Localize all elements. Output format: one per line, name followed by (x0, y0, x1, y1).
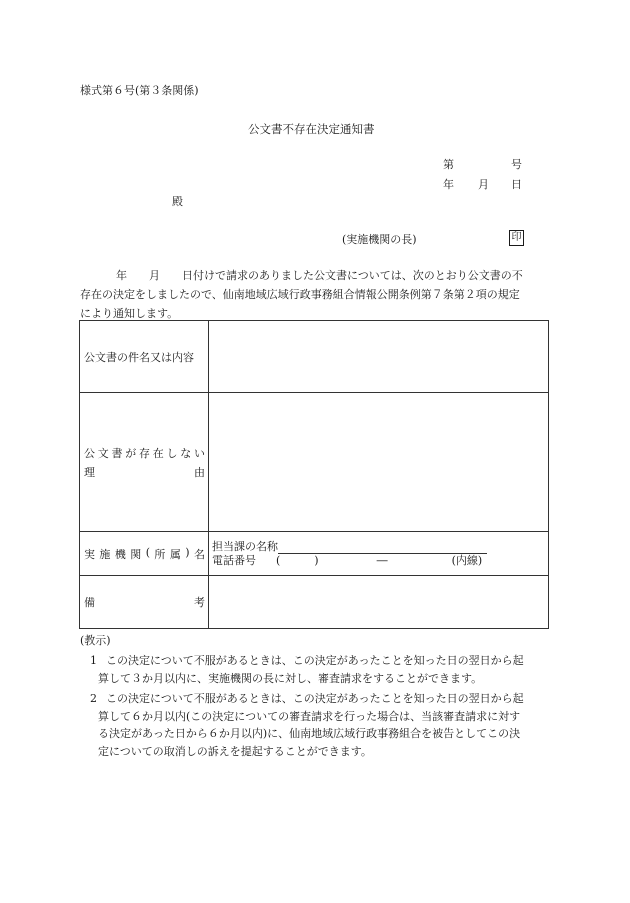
intro-year-label: 年 (116, 269, 127, 282)
label-char: 考 (194, 596, 205, 609)
label-char: 機 (114, 547, 126, 561)
document-number-suffix: 号 (511, 158, 522, 171)
label-char: な (180, 446, 192, 460)
instruction-item (80, 690, 550, 760)
intro-line-3: により通知します。 (80, 307, 179, 320)
remarks-label-chars (84, 594, 205, 610)
nonexistence-reason-value[interactable] (209, 393, 549, 532)
reason-label-line-1 (84, 445, 205, 461)
section-name-field[interactable] (278, 541, 487, 554)
phone-line (212, 554, 548, 568)
table-row-document-subject (80, 321, 549, 393)
form-number: 様式第６号(第３条関係) (80, 84, 199, 97)
agency-contact-cell (209, 532, 549, 576)
label-char: 備 (84, 596, 95, 609)
remarks-value[interactable] (209, 576, 549, 629)
instruction-line: 算して６か月以内(この決定についての審査請求を行った場合は、当該審査請求に対す (98, 709, 521, 723)
addressee-honorific: 殿 (172, 195, 183, 208)
agency-head-label: (実施機関の長) (342, 233, 417, 246)
instruction-number: 1 (90, 654, 97, 667)
label-char: 所 (154, 547, 166, 561)
nonexistence-reason-label (80, 393, 209, 532)
phone-open-paren: ( (276, 553, 281, 567)
label-char: 名 (193, 547, 205, 561)
label-char: い (194, 446, 205, 460)
label-char: 公 (84, 446, 95, 460)
instruction-item (80, 652, 550, 687)
label-char: 実 (84, 547, 95, 561)
table-row-remarks (80, 576, 549, 629)
intro-paragraph (80, 266, 548, 323)
date-month-label: 月 (478, 178, 489, 191)
appeal-instructions (80, 632, 550, 763)
seal-stamp-box: 印 (509, 230, 524, 246)
label-char: ( (145, 545, 150, 559)
document-number-prefix: 第 (443, 158, 454, 171)
label-char: し (166, 446, 178, 460)
instruction-number: 2 (90, 692, 97, 705)
date-day-label: 日 (511, 178, 522, 191)
label-char: 理 (84, 465, 95, 479)
label-char: 施 (99, 547, 111, 561)
intro-line-1-text: 日付けで請求のありました公文書については、次のとおり公文書の不 (182, 269, 523, 282)
agency-department-label (80, 532, 209, 576)
instruction-line: この決定について不服があるときは、この決定があったことを知った日の翌日から起 (106, 692, 524, 705)
intro-month-label: 月 (149, 269, 160, 282)
contact-section-line (212, 540, 548, 554)
notification-form-table (79, 320, 549, 629)
table-row-nonexistence-reason (80, 393, 549, 532)
instruction-line: この決定について不服があるときは、この決定があったことを知った日の翌日から起 (106, 654, 524, 667)
phone-label: 電話番号 (212, 553, 256, 567)
label-char: 在 (152, 446, 164, 460)
instruction-line: る決定があった日から６か月以内)に、仙南地域広域行政事務組合を被告としてこの決 (98, 727, 521, 740)
label-char: 由 (194, 465, 205, 479)
remarks-label (80, 576, 209, 629)
phone-dash: ― (376, 553, 388, 567)
document-subject-label: 公文書の件名又は内容 (80, 321, 209, 393)
document-title: 公文書不存在決定通知書 (248, 122, 375, 136)
label-char: 書 (111, 446, 123, 460)
document-subject-value[interactable] (209, 321, 549, 393)
instruction-line: 定についての取消しの訴えを提起することができます。 (98, 744, 372, 758)
intro-line-2: 存在の決定をしましたので、仙南地域広域行政事務組合情報公開条例第７条第２項の規定 (80, 288, 520, 301)
instruction-line: 算して３か月以内に、実施機関の長に対し、審査請求をすることができます。 (98, 671, 483, 685)
agency-label-chars (84, 546, 205, 562)
label-char: 関 (130, 547, 142, 561)
phone-extension-label: (内線) (451, 553, 483, 567)
label-char: 属 (169, 547, 181, 561)
date-year-label: 年 (443, 178, 454, 191)
phone-close-paren: ) (314, 553, 319, 567)
instructions-header: (教示) (80, 634, 111, 647)
section-name-label: 担当課の名称 (212, 539, 278, 553)
intro-line-1 (80, 266, 548, 285)
label-char: 存 (139, 446, 150, 460)
label-char: ) (185, 545, 190, 559)
table-row-agency (80, 532, 549, 576)
reason-label-line-2 (84, 464, 205, 480)
label-char: 文 (97, 446, 109, 460)
label-char: が (125, 446, 137, 460)
